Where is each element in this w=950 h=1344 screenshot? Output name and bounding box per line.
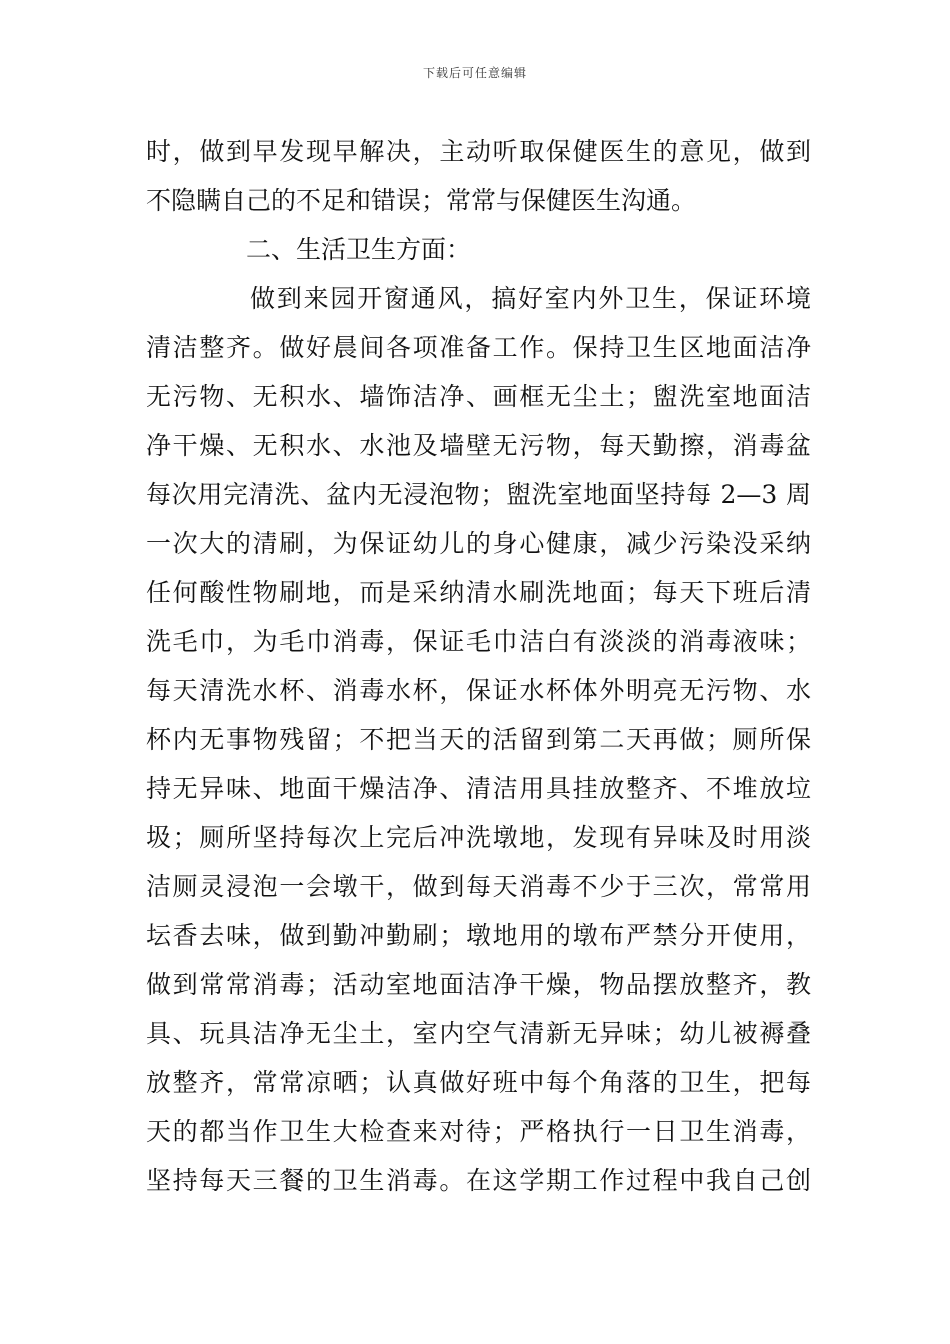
text-line: 放整齐，常常凉晒；认真做好班中每个角落的卫生，把每: [146, 1068, 811, 1097]
text-line: 持无异味、地面干燥洁净、清洁用具挂放整齐、不堆放垃: [146, 774, 811, 803]
paragraph-first-line: 做到来园开窗通风，搞好室内外卫生，保证环境: [250, 284, 811, 313]
text-line: 做到常常消毒；活动室地面洁净干燥，物品摆放整齐，教: [146, 970, 811, 999]
text-line: 杯内无事物残留；不把当天的活留到第二天再做；厕所保: [146, 725, 811, 754]
section-heading: 二、生活卫生方面：: [246, 235, 472, 264]
text-line: 不隐瞒自己的不足和错误；常常与保健医生沟通。: [146, 186, 697, 215]
text-line: 坚持每天三餐的卫生消毒。在这学期工作过程中我自己创: [146, 1166, 811, 1195]
text-line: 每次用完清洗、盆内无浸泡物；盥洗室地面坚持每 2—3 周: [146, 480, 811, 509]
page-header-note: 下载后可任意编辑: [422, 66, 527, 80]
text-line: 无污物、无积水、墙饰洁净、画框无尘土；盥洗室地面洁: [146, 382, 811, 411]
text-line: 每天清洗水杯、消毒水杯，保证水杯体外明亮无污物、水: [146, 676, 811, 705]
text-line: 洁厕灵浸泡一会墩干，做到每天消毒不少于三次，常常用: [146, 872, 811, 901]
text-line: 净干燥、无积水、水池及墙壁无污物，每天勤擦，消毒盆: [146, 431, 811, 460]
text-line: 一次大的清刷，为保证幼儿的身心健康，减少污染没采纳: [146, 529, 811, 558]
document-body: [146, 127, 811, 1205]
text-line: 天的都当作卫生大检查来对待；严格执行一日卫生消毒，: [146, 1117, 811, 1146]
text-line: 圾；厕所坚持每次上完后冲洗墩地，发现有异味及时用淡: [146, 823, 811, 852]
text-line: 具、玩具洁净无尘土，室内空气清新无异味；幼儿被褥叠: [146, 1019, 811, 1048]
text-line: 清洁整齐。做好晨间各项准备工作。保持卫生区地面洁净: [146, 333, 811, 362]
text-line: 任何酸性物刷地，而是采纳清水刷洗地面；每天下班后清: [146, 578, 811, 607]
text-line: 坛香去味，做到勤冲勤刷；墩地用的墩布严禁分开使用，: [146, 921, 811, 950]
text-line: 时，做到早发现早解决，主动听取保健医生的意见，做到: [146, 137, 811, 166]
text-line: 洗毛巾，为毛巾消毒，保证毛巾洁白有淡淡的消毒液味；: [146, 627, 811, 656]
